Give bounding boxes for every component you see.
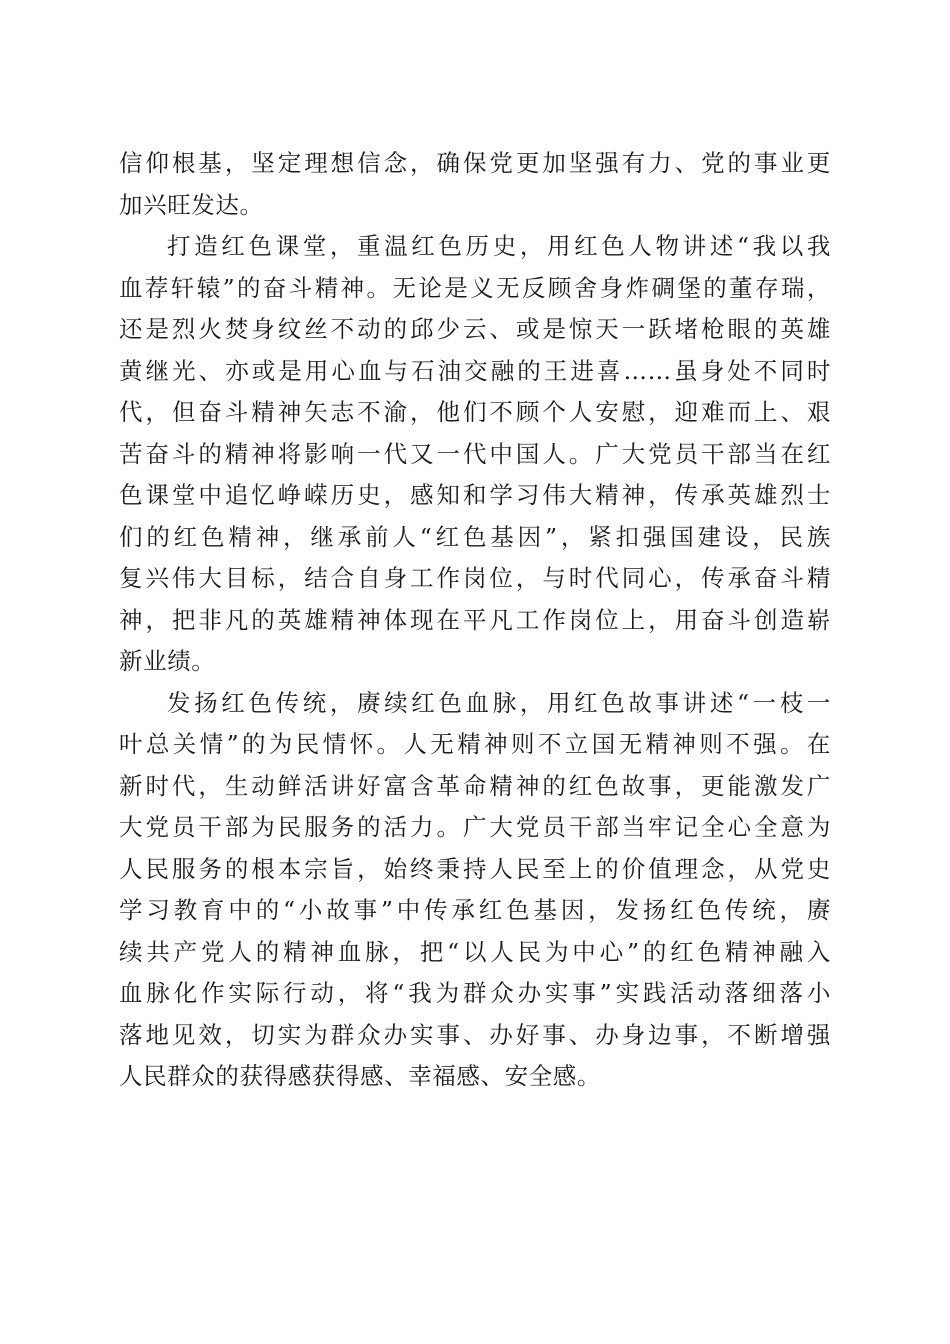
paragraph-1 <box>119 143 831 226</box>
text-line: 续共产党人的精神血脉，把“以人民为中心”的红色精神融入 <box>119 937 831 966</box>
text-line: 新业绩。 <box>119 647 216 675</box>
text-line: 发扬红色传统，赓续红色血脉，用红色故事讲述“一枝一 <box>167 688 831 717</box>
text-line: 还是烈火焚身纹丝不动的邱少云、或是惊天一跃堵枪眼的英雄 <box>119 315 831 343</box>
text-line: 血脉化作实际行动，将“我为群众办实事”实践活动落细落小 <box>119 979 831 1007</box>
text-line: 学习教育中的“小故事”中传承红色基因，发扬红色传统，赓 <box>119 896 831 924</box>
text-line: 人民服务的根本宗旨，始终秉持人民至上的价值理念，从党史 <box>119 854 831 883</box>
text-line: 新时代，生动鲜活讲好富含革命精神的红色故事，更能激发广 <box>119 771 831 800</box>
paragraph-2 <box>119 226 831 683</box>
text-line: 们的红色精神，继承前人“红色基因”，紧扣强国建设，民族 <box>119 522 831 551</box>
text-line: 信仰根基，坚定理想信念，确保党更加坚强有力、党的事业更 <box>119 149 831 177</box>
text-line: 打造红色课堂，重温红色历史，用红色人物讲述“我以我 <box>167 232 831 260</box>
text-line: 血荐轩辕”的奋斗精神。无论是义无反顾舍身炸碉堡的董存瑞， <box>119 273 831 302</box>
text-line: 大党员干部为民服务的活力。广大党员干部当牢记全心全意为 <box>119 813 831 841</box>
text-line: 落地见效，切实为群众办实事、办好事、办身边事，不断增强 <box>119 1020 831 1049</box>
text-line: 神，把非凡的英雄精神体现在平凡工作岗位上，用奋斗创造崭 <box>119 605 831 634</box>
text-line: 黄继光、亦或是用心血与石油交融的王进喜……虽身处不同时 <box>119 356 831 385</box>
text-line: 复兴伟大目标，结合自身工作岗位，与时代同心，传承奋斗精 <box>119 564 831 592</box>
text-line: 色课堂中追忆峥嵘历史，感知和学习伟大精神，传承英雄烈士 <box>119 481 831 509</box>
document-body <box>119 143 831 1098</box>
text-line: 人民群众的获得感获得感、幸福感、安全感。 <box>119 1062 601 1090</box>
text-line: 加兴旺发达。 <box>119 190 264 219</box>
text-line: 代，但奋斗精神矢志不渝，他们不顾个人安慰，迎难而上、艰 <box>119 398 831 426</box>
paragraph-3 <box>119 683 831 1098</box>
text-line: 叶总关情”的为民情怀。人无精神则不立国无精神则不强。在 <box>119 730 831 758</box>
text-line: 苦奋斗的精神将影响一代又一代中国人。广大党员干部当在红 <box>119 439 831 468</box>
